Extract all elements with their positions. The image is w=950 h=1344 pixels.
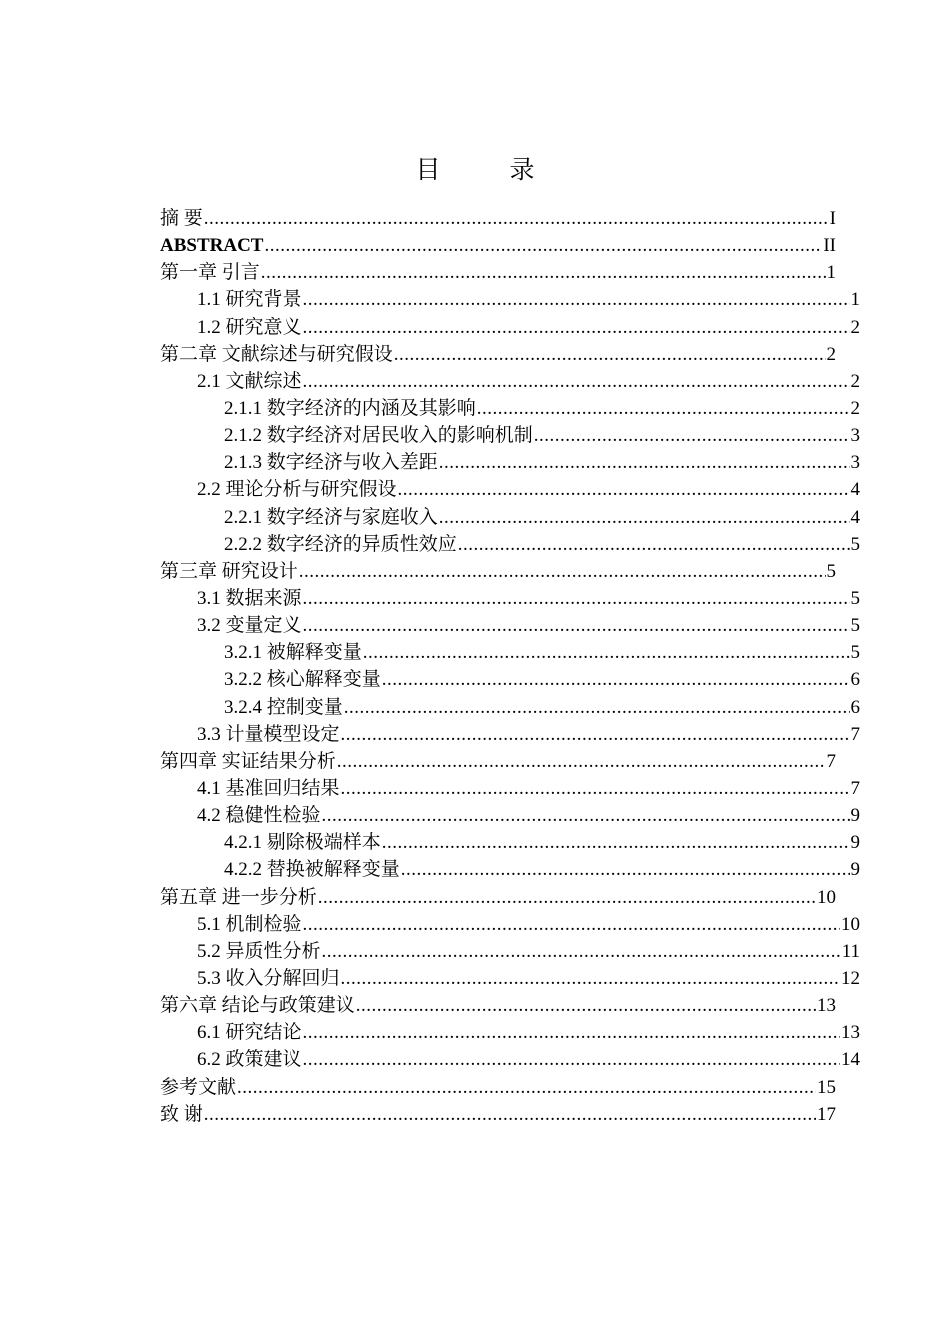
toc-entry[interactable] (160, 965, 860, 992)
toc-entry-label: 第三章 研究设计 (160, 560, 298, 582)
toc-entry-label: 5.1 机制检验 (197, 913, 302, 935)
toc-entry-label: 4.1 基准回归结果 (197, 777, 340, 799)
toc-entry[interactable] (160, 286, 860, 313)
toc-entry[interactable] (160, 1046, 860, 1073)
toc-entry-page-number: 5 (850, 615, 860, 637)
dot-leader (303, 911, 840, 938)
toc-entry-page-number: 5 (850, 587, 860, 609)
toc-entry-label: 4.2.1 剔除极端样本 (224, 832, 381, 854)
toc-entry-label: 3.3 计量模型设定 (197, 723, 340, 745)
toc-entry[interactable] (160, 775, 860, 802)
dot-leader (341, 721, 850, 748)
dot-leader (394, 341, 826, 368)
toc-entry-page-number: 1 (826, 262, 836, 284)
toc-entry[interactable] (160, 666, 860, 693)
toc-entry-label: 2.2 理论分析与研究假设 (197, 479, 397, 501)
toc-entry[interactable] (160, 558, 836, 585)
toc-entry[interactable] (160, 476, 860, 503)
toc-entry-label: 第一章 引言 (160, 262, 260, 284)
toc-entry-label: 第五章 进一步分析 (160, 886, 317, 908)
toc-entry[interactable] (160, 829, 860, 856)
toc-entry[interactable] (160, 992, 836, 1019)
toc-entry-page-number: 9 (850, 832, 860, 854)
toc-entry-label: 第六章 结论与政策建议 (160, 995, 355, 1017)
dot-leader (534, 422, 850, 449)
toc-entry-label: 2.1.2 数字经济对居民收入的影响机制 (224, 425, 533, 447)
toc-entry[interactable] (160, 585, 860, 612)
toc-entry[interactable] (160, 531, 860, 558)
toc-entry[interactable] (160, 938, 860, 965)
toc-entry[interactable] (160, 368, 860, 395)
toc-entry-page-number: 9 (850, 805, 860, 827)
toc-entry-label: 参考文献 (160, 1076, 237, 1098)
toc-entry[interactable] (160, 911, 860, 938)
toc-entry-label: 2.1.1 数字经济的内涵及其影响 (224, 397, 476, 419)
dot-leader (322, 938, 841, 965)
dot-leader (401, 856, 850, 883)
toc-entry-label: 6.1 研究结论 (197, 1022, 302, 1044)
toc-entry-label: 3.2.2 核心解释变量 (224, 669, 381, 691)
toc-entry-page-number: 6 (850, 669, 860, 691)
toc-entry-label: 4.2.2 替换被解释变量 (224, 859, 400, 881)
toc-entry-label: 致 谢 (160, 1103, 203, 1125)
dot-leader (322, 802, 850, 829)
dot-leader (303, 1019, 840, 1046)
dot-leader (337, 748, 826, 775)
dot-leader (204, 205, 829, 232)
toc-entry-page-number: 7 (850, 777, 860, 799)
toc-entry-label: 6.2 政策建议 (197, 1049, 302, 1071)
dot-leader (264, 232, 822, 259)
dot-leader (303, 1046, 840, 1073)
toc-entry-label: 3.2.1 被解释变量 (224, 642, 362, 664)
dot-leader (344, 694, 850, 721)
toc-entry-label: ABSTRACT (160, 235, 264, 257)
toc-entry-page-number: 5 (826, 560, 836, 582)
dot-leader (356, 992, 816, 1019)
toc-entry-page-number: 9 (850, 859, 860, 881)
dot-leader (303, 585, 850, 612)
toc-entry[interactable] (160, 504, 860, 531)
toc-entry[interactable] (160, 449, 860, 476)
toc-entry[interactable] (160, 314, 860, 341)
dot-leader (204, 1101, 816, 1128)
toc-entry-page-number: 10 (817, 886, 836, 908)
dot-leader (261, 259, 826, 286)
toc-entry[interactable] (160, 259, 836, 286)
toc-entry-label: 4.2 稳健性检验 (197, 805, 321, 827)
dot-leader (303, 286, 850, 313)
toc-entry[interactable] (160, 205, 836, 232)
toc-entry-label: 2.2.1 数字经济与家庭收入 (224, 506, 438, 528)
dot-leader (439, 504, 850, 531)
dot-leader (341, 775, 850, 802)
dot-leader (299, 558, 826, 585)
toc-entry-page-number: 2 (850, 397, 860, 419)
toc-entry-label: 2.1 文献综述 (197, 370, 302, 392)
toc-entry-page-number: 14 (841, 1049, 860, 1071)
toc-entry[interactable] (160, 1019, 860, 1046)
toc-entry-page-number: 1 (850, 289, 860, 311)
toc-entry-page-number: 4 (850, 506, 860, 528)
toc-entry[interactable] (160, 694, 860, 721)
dot-leader (398, 476, 850, 503)
toc-entry[interactable] (160, 748, 836, 775)
toc-entry-page-number: 6 (850, 696, 860, 718)
toc-entry[interactable] (160, 639, 860, 666)
toc-entry-label: 第二章 文献综述与研究假设 (160, 343, 393, 365)
toc-entry-page-number: 11 (841, 940, 860, 962)
toc-entry-page-number: II (823, 235, 836, 257)
toc-entry-page-number: 7 (850, 723, 860, 745)
dot-leader (477, 395, 850, 422)
toc-entry-label: 5.2 异质性分析 (197, 940, 321, 962)
toc-entry-label: 1.2 研究意义 (197, 316, 302, 338)
dot-leader (303, 314, 850, 341)
toc-entry-label: 第四章 实证结果分析 (160, 750, 336, 772)
toc-entry[interactable] (160, 1101, 836, 1128)
dot-leader (439, 449, 850, 476)
toc-entry-label: 摘 要 (160, 208, 203, 229)
toc-entry[interactable] (160, 612, 860, 639)
dot-leader (458, 531, 850, 558)
toc-entry-label: 3.2.4 控制变量 (224, 696, 343, 718)
dot-leader (341, 965, 840, 992)
toc-entry[interactable] (160, 341, 836, 368)
dot-leader (318, 884, 816, 911)
dot-leader (303, 612, 850, 639)
toc-entry-page-number: 2 (850, 316, 860, 338)
toc-entry-label: 1.1 研究背景 (197, 289, 302, 311)
dot-leader (382, 666, 850, 693)
toc-entry-label: 5.3 收入分解回归 (197, 967, 340, 989)
toc-entry-page-number: 5 (850, 642, 860, 664)
toc-entry-page-number: 2 (826, 343, 836, 365)
toc-entry-page-number: 17 (817, 1103, 836, 1125)
toc-entry-label: 3.2 变量定义 (197, 615, 302, 637)
toc-entry-page-number: 4 (850, 479, 860, 501)
toc-entry-page-number: 15 (817, 1076, 836, 1098)
dot-leader (363, 639, 850, 666)
toc-entry-page-number: 13 (841, 1022, 860, 1044)
toc-entry-page-number: I (829, 208, 836, 229)
toc-entry[interactable] (160, 395, 860, 422)
toc-entry[interactable] (160, 232, 836, 259)
toc-entry-page-number: 13 (817, 995, 836, 1017)
toc-entry-page-number: 7 (826, 750, 836, 772)
toc-entry-page-number: 3 (850, 425, 860, 447)
toc-entry-page-number: 3 (850, 452, 860, 474)
toc-entry-label: 3.1 数据来源 (197, 587, 302, 609)
toc-entry[interactable] (160, 802, 860, 829)
table-of-contents (160, 205, 860, 1128)
toc-entry-label: 2.1.3 数字经济与收入差距 (224, 452, 438, 474)
toc-entry[interactable] (160, 422, 860, 449)
toc-entry-page-number: 12 (841, 967, 860, 989)
toc-entry-page-number: 5 (850, 533, 860, 555)
dot-leader (382, 829, 850, 856)
toc-entry[interactable] (160, 884, 836, 911)
dot-leader (303, 368, 850, 395)
toc-entry[interactable] (160, 856, 860, 883)
dot-leader (237, 1074, 816, 1101)
toc-entry-page-number: 10 (841, 913, 860, 935)
toc-entry[interactable] (160, 1074, 836, 1101)
toc-title: 目 录 (415, 157, 557, 184)
toc-entry-label: 2.2.2 数字经济的异质性效应 (224, 533, 457, 555)
toc-entry-page-number: 2 (850, 370, 860, 392)
toc-entry[interactable] (160, 721, 860, 748)
